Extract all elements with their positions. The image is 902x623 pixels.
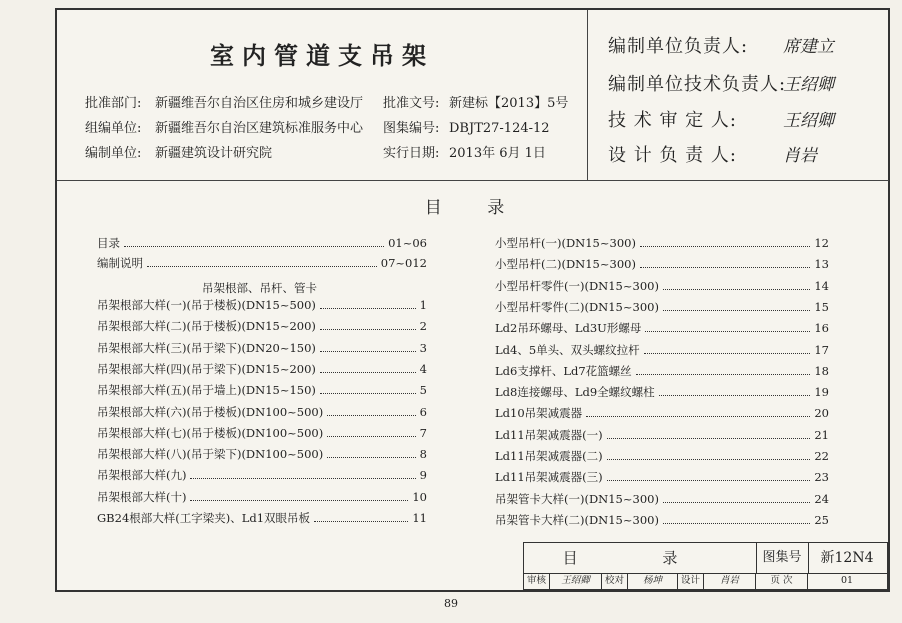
toc-item-page: 8 bbox=[419, 447, 427, 462]
toc-item-label: GB24根部大样(工字梁夹)、Ld1双眼吊板 bbox=[97, 511, 311, 525]
atlas-number: 新12N4 bbox=[820, 550, 874, 566]
toc-item-page: 12 bbox=[814, 236, 829, 250]
title-block bbox=[523, 542, 888, 590]
toc-leader-dots bbox=[190, 500, 408, 501]
responsible-row bbox=[608, 106, 834, 132]
toc-item-page: 4 bbox=[419, 361, 427, 376]
toc-item[interactable] bbox=[97, 297, 427, 313]
toc-item-page: 01~06 bbox=[388, 236, 427, 250]
toc-item[interactable] bbox=[97, 446, 427, 462]
toc-item[interactable] bbox=[97, 425, 427, 441]
info-value: 新疆建筑设计研究院 bbox=[155, 146, 273, 161]
toc-item[interactable] bbox=[97, 467, 427, 483]
toc-item-label: 吊架根部大样(三)(吊于梁下)(DN20~150) bbox=[97, 340, 316, 355]
toc-item-label: Ld10吊架减震器 bbox=[495, 406, 583, 421]
toc-item-label: 吊架根部大样(五)(吊于墙上)(DN15~150) bbox=[97, 383, 316, 398]
toc-item[interactable] bbox=[495, 405, 829, 421]
toc-item-label: 吊架根部大样(四)(吊于梁下)(DN15~200) bbox=[97, 361, 316, 376]
toc-item[interactable] bbox=[97, 361, 427, 377]
toc-item[interactable] bbox=[495, 299, 829, 315]
info-label: 组编单位: bbox=[85, 121, 142, 136]
toc-item-label: 吊架根部大样(十) bbox=[97, 489, 187, 504]
toc-leader-dots bbox=[320, 308, 416, 309]
info-value: 2013年 6月 1日 bbox=[449, 146, 546, 161]
toc-item-label: 吊架根部大样(六)(吊于楼板)(DN100~500) bbox=[97, 404, 324, 419]
toc-item-page: 11 bbox=[412, 511, 427, 525]
toc-leader-dots bbox=[327, 457, 415, 458]
toc-leader-dots bbox=[663, 523, 810, 524]
toc-leader-dots bbox=[640, 246, 810, 247]
toc-item-label: 吊架根部大样(八)(吊于梁下)(DN100~500) bbox=[97, 447, 324, 462]
toc-item-page: 22 bbox=[814, 449, 829, 463]
info-label: 图集编号: bbox=[383, 121, 440, 136]
info-value: 新疆维吾尔自治区建筑标准服务中心 bbox=[155, 121, 364, 136]
toc-item-page: 21 bbox=[814, 427, 829, 442]
toc-item-label: 吊架管卡大样(一)(DN15~300) bbox=[495, 491, 659, 506]
toc-item-page: 14 bbox=[814, 278, 829, 293]
toc-leader-dots bbox=[636, 374, 811, 375]
page-number: 89 bbox=[444, 597, 458, 610]
info-value: 新建标【2013】5号 bbox=[449, 96, 569, 111]
toc-item[interactable] bbox=[495, 256, 829, 272]
toc-item-label: Ld11吊架减震器(三) bbox=[495, 470, 603, 485]
signature: 肖岩 bbox=[783, 146, 817, 166]
toc-item-label: 目录 bbox=[97, 236, 120, 250]
toc-item[interactable] bbox=[97, 510, 427, 526]
info-label: 编制单位: bbox=[85, 146, 142, 161]
design-label: 设计 bbox=[678, 573, 704, 589]
toc-item-page: 6 bbox=[419, 404, 427, 419]
signature: 王绍卿 bbox=[783, 111, 834, 131]
toc-item-label: Ld2吊环螺母、Ld3U形螺母 bbox=[495, 321, 642, 336]
toc-item[interactable] bbox=[97, 255, 427, 271]
toc-item-page: 25 bbox=[814, 512, 829, 527]
toc-item-page: 10 bbox=[412, 489, 427, 504]
toc-leader-dots bbox=[607, 459, 811, 460]
toc-item[interactable] bbox=[495, 342, 829, 358]
toc-item-label: 吊架根部大样(一)(吊于楼板)(DN15~500) bbox=[97, 298, 316, 312]
toc-leader-dots bbox=[320, 372, 416, 373]
toc-leader-dots bbox=[320, 393, 416, 394]
responsible-row bbox=[608, 32, 834, 58]
toc-leader-dots bbox=[645, 331, 810, 332]
toc-item[interactable] bbox=[495, 384, 829, 400]
toc-item-label: 小型吊杆(二)(DN15~300) bbox=[495, 257, 636, 272]
toc-item-page: 07~012 bbox=[380, 256, 427, 270]
toc-item-page: 24 bbox=[814, 491, 829, 506]
toc-item[interactable] bbox=[97, 318, 427, 334]
toc-leader-dots bbox=[327, 436, 415, 437]
toc-item-label: 小型吊杆零件(二)(DN15~300) bbox=[495, 299, 659, 314]
toc-item[interactable] bbox=[495, 448, 829, 464]
info-value: 新疆维吾尔自治区住房和城乡建设厅 bbox=[155, 96, 364, 111]
toc-leader-dots bbox=[644, 353, 811, 354]
toc-item-label: Ld6支撑杆、Ld7花篮螺丝 bbox=[495, 363, 632, 378]
responsible-row bbox=[608, 70, 834, 96]
page-title: 室内管道支吊架 bbox=[210, 41, 434, 70]
toc-item-label: Ld11吊架减震器(一) bbox=[495, 427, 603, 442]
toc-item-label: 小型吊杆(一)(DN15~300) bbox=[495, 236, 636, 250]
responsible-label: 编制单位技术负责人: bbox=[608, 74, 787, 95]
info-value: DBJT27-124-12 bbox=[449, 121, 550, 136]
toc-leader-dots bbox=[190, 478, 415, 479]
info-label: 实行日期: bbox=[383, 146, 440, 161]
toc-leader-dots bbox=[663, 310, 810, 311]
info-row-author bbox=[85, 142, 546, 161]
toc-leader-dots bbox=[124, 246, 384, 247]
toc-item-page: 1 bbox=[419, 298, 427, 312]
toc-item[interactable] bbox=[495, 235, 829, 251]
toc-item[interactable] bbox=[495, 427, 829, 443]
info-row-organizer bbox=[85, 117, 550, 136]
toc-item[interactable] bbox=[97, 340, 427, 356]
toc-item[interactable] bbox=[495, 491, 829, 507]
signature: 席建立 bbox=[783, 37, 834, 57]
toc-item[interactable] bbox=[495, 320, 829, 336]
toc-leader-dots bbox=[607, 480, 811, 481]
check-label: 校对 bbox=[602, 573, 628, 589]
toc-item[interactable] bbox=[495, 469, 829, 485]
toc-item[interactable] bbox=[495, 363, 829, 379]
check-signature: 杨坤 bbox=[628, 573, 678, 589]
signature: 王绍卿 bbox=[783, 75, 834, 95]
responsible-label: 编制单位负责人: bbox=[608, 36, 749, 57]
toc-item-label: 小型吊杆零件(一)(DN15~300) bbox=[495, 278, 659, 293]
toc-item-page: 20 bbox=[814, 406, 829, 421]
responsible-label: 设 计 负 责 人: bbox=[608, 145, 737, 166]
responsible-label: 技 术 审 定 人: bbox=[608, 110, 737, 131]
design-signature: 肖岩 bbox=[704, 573, 756, 589]
toc-leader-dots bbox=[659, 395, 811, 396]
toc-leader-dots bbox=[640, 267, 810, 268]
toc-item-page: 16 bbox=[814, 321, 829, 336]
toc-item-page: 17 bbox=[814, 342, 829, 357]
toc-title: 目 录 bbox=[424, 198, 525, 218]
atlas-label: 图集号 bbox=[756, 543, 809, 573]
title-area bbox=[57, 10, 587, 181]
info-label: 批准文号: bbox=[383, 96, 440, 111]
toc-item-label: 吊架根部大样(二)(吊于楼板)(DN15~200) bbox=[97, 319, 316, 334]
toc-leader-dots bbox=[327, 415, 415, 416]
toc-item-label: 编制说明 bbox=[97, 256, 143, 270]
toc-section-heading: 吊架根部、吊杆、管卡 bbox=[202, 281, 317, 295]
responsible-persons-box bbox=[587, 10, 889, 181]
toc-item-label: 吊架根部大样(七)(吊于楼板)(DN100~500) bbox=[97, 425, 324, 440]
toc-item[interactable] bbox=[495, 278, 829, 294]
toc-leader-dots bbox=[586, 416, 810, 417]
drawing-sheet bbox=[55, 8, 890, 592]
toc-leader-dots bbox=[663, 289, 810, 290]
toc-leader-dots bbox=[314, 521, 408, 522]
toc-item[interactable] bbox=[97, 235, 427, 251]
toc-item-label: Ld8连接螺母、Ld9全螺纹螺柱 bbox=[495, 385, 655, 400]
toc-item-page: 7 bbox=[419, 425, 427, 440]
title-block-toc: 目 录 bbox=[524, 543, 757, 573]
toc-item-page: 13 bbox=[814, 257, 829, 272]
toc-item[interactable] bbox=[97, 489, 427, 505]
toc-leader-dots bbox=[147, 266, 377, 267]
toc-item-page: 15 bbox=[814, 299, 829, 314]
toc-item-page: 23 bbox=[814, 470, 829, 485]
toc-item-label: Ld11吊架减震器(二) bbox=[495, 449, 603, 463]
info-row-approval bbox=[85, 92, 568, 111]
toc-leader-dots bbox=[607, 438, 811, 439]
toc-item[interactable] bbox=[97, 382, 427, 398]
toc-item-page: 2 bbox=[419, 319, 427, 334]
toc-item[interactable] bbox=[97, 404, 427, 420]
toc-leader-dots bbox=[320, 351, 416, 352]
toc-item-page: 19 bbox=[814, 385, 829, 400]
toc-leader-dots bbox=[663, 502, 810, 503]
toc-item-label: 吊架根部大样(九) bbox=[97, 468, 187, 483]
toc-item-page: 3 bbox=[419, 340, 427, 355]
page-label: 页 次 bbox=[756, 573, 808, 589]
toc-item-label: 吊架管卡大样(二)(DN15~300) bbox=[495, 512, 659, 527]
review-label: 审核 bbox=[524, 573, 550, 589]
info-label: 批准部门: bbox=[85, 96, 142, 111]
toc-leader-dots bbox=[320, 329, 416, 330]
toc-item[interactable] bbox=[495, 512, 829, 528]
toc-item-label: Ld4、5单头、双头螺纹拉杆 bbox=[495, 342, 640, 357]
review-signature: 王绍卿 bbox=[550, 573, 602, 589]
toc-item-page: 18 bbox=[814, 363, 829, 378]
page-value: 01 bbox=[840, 575, 854, 586]
toc-item-page: 5 bbox=[419, 383, 427, 398]
responsible-row bbox=[608, 141, 817, 167]
toc-item-page: 9 bbox=[419, 468, 427, 483]
